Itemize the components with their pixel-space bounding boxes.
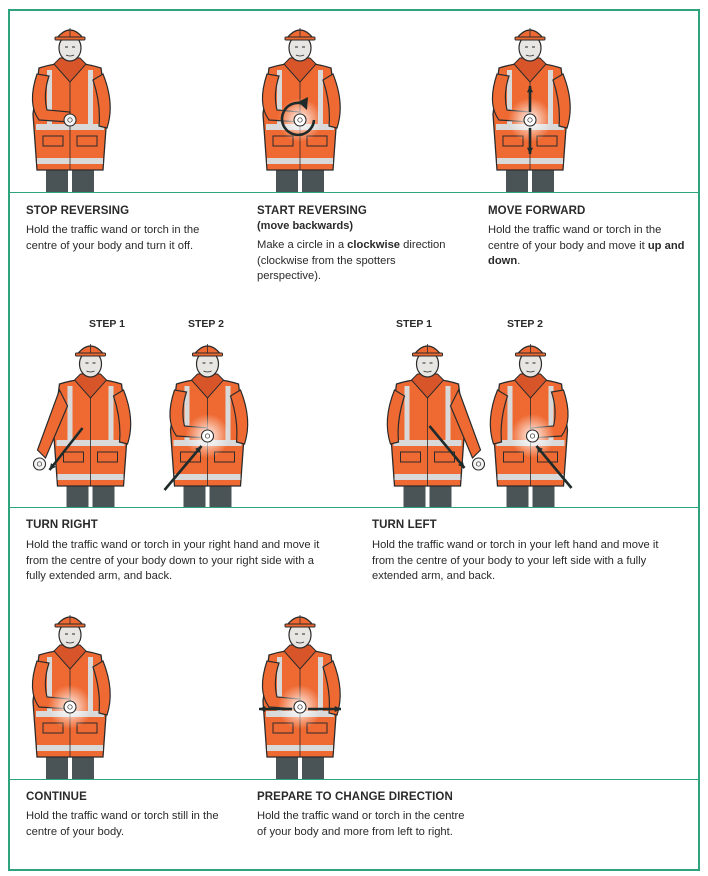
figure-prepare-change-direction [250, 611, 350, 779]
signal-description: Hold the traffic wand or torch in the centre of your body and move it up and down. [488, 224, 685, 267]
signal-title: STOP REVERSING [26, 205, 130, 217]
signal-description: Make a circle in a clockwise direction (clockwise from the spotters perspective). [257, 239, 446, 282]
step-label: STEP 1 [89, 318, 125, 330]
step-label: STEP 2 [507, 318, 543, 330]
figure-start-reversing [250, 24, 350, 192]
signal-title: MOVE FORWARD [488, 205, 586, 217]
figure-stop-reversing [20, 24, 120, 192]
figure-move-forward [480, 24, 580, 192]
signal-title: START REVERSING [257, 205, 367, 217]
figure-turn-left-step-2 [483, 340, 578, 507]
signal-description: Hold the traffic wand or torch in your right hand and move it from the centre of your body down to your right side with a fully extended arm, and back. [26, 539, 320, 582]
signal-title: TURN LEFT [372, 519, 437, 531]
signal-title: PREPARE TO CHANGE DIRECTION [257, 791, 453, 803]
step-label: STEP 1 [396, 318, 432, 330]
signal-title: TURN RIGHT [26, 519, 98, 531]
row-divider-1 [9, 192, 700, 193]
figure-continue [20, 611, 120, 779]
signal-description: Hold the traffic wand or torch in your left hand and move it from the centre of your body to your left side with a fully extended arm, and back. [372, 539, 659, 582]
signal-description: Hold the traffic wand or torch in the centre of your body and more from left to right. [257, 810, 465, 838]
figure-turn-left-step-1 [370, 340, 485, 507]
figure-turn-right-step-2 [160, 340, 255, 507]
row-divider-2 [9, 507, 700, 508]
figure-turn-right-step-1 [28, 340, 153, 507]
step-label: STEP 2 [188, 318, 224, 330]
signal-subtitle: (move backwards) [257, 220, 353, 232]
signal-description: Hold the traffic wand or torch still in the centre of your body. [26, 810, 219, 838]
row-divider-3 [9, 779, 700, 780]
signal-description: Hold the traffic wand or torch in the centre of your body and turn it off. [26, 224, 200, 252]
signal-title: CONTINUE [26, 791, 87, 803]
